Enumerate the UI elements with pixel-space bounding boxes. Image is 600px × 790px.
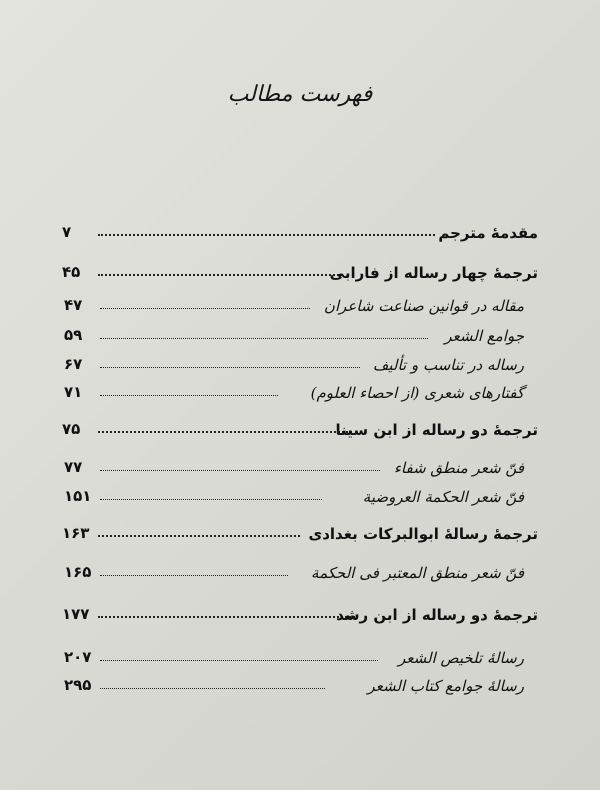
- toc-entry-ibn-sina-1: [0, 451, 600, 477]
- toc-page-number: ۵۹: [64, 326, 83, 344]
- toc-page-number: ۲۰۷: [64, 648, 92, 666]
- dot-leader: [100, 688, 325, 689]
- toc-entry-label: رسالهٔ جوامع کتاب الشعر: [367, 677, 524, 695]
- toc-entry-ibn-sina-2: [0, 480, 600, 506]
- page-title: فهرست مطالب: [227, 82, 373, 107]
- toc-entry-farabi-2: [0, 319, 600, 345]
- dot-leader: [98, 234, 435, 236]
- toc-page-number: ۱۵۱: [64, 487, 92, 505]
- dot-leader: [98, 535, 300, 537]
- toc-entry-farabi-section: [0, 256, 600, 282]
- toc-entry-ibn-rushd-section: [0, 598, 600, 624]
- dot-leader: [100, 338, 428, 339]
- toc-entry-ibn-rushd-1: [0, 641, 600, 667]
- dot-leader: [100, 308, 310, 309]
- toc-entry-ibn-rushd-2: [0, 669, 600, 695]
- toc-entry-label: ترجمهٔ رسالهٔ ابوالبرکات بغدادی: [308, 525, 538, 543]
- toc-entry-farabi-4: [0, 376, 600, 402]
- dot-leader: [100, 499, 322, 500]
- dot-leader: [98, 274, 342, 276]
- toc-page-number: ۱۶۵: [64, 563, 92, 581]
- toc-entry-label: مقدمهٔ مترجم: [438, 224, 538, 242]
- toc-entry-label: گفتارهای شعری (از احصاء العلوم): [310, 384, 524, 402]
- toc-entry-label: فنّ شعر الحکمة العروضیة: [362, 488, 524, 506]
- toc-page-number: ۱۶۳: [62, 524, 90, 542]
- toc-entry-label: رسالهٔ تلخیص الشعر: [398, 649, 524, 667]
- toc-page-number: ۷۵: [62, 420, 81, 438]
- toc-entry-farabi-3: [0, 348, 600, 374]
- dot-leader: [98, 616, 355, 618]
- toc-entry-translator-intro: [0, 216, 600, 242]
- toc-entry-label: مقاله در قوانین صناعت شاعران: [323, 297, 524, 315]
- toc-entry-label: رساله در تناسب و تألیف: [372, 356, 524, 374]
- toc-page-number: ۱۷۷: [62, 605, 90, 623]
- toc-entry-label: فنّ شعر منطق المعتبر فی الحکمة: [311, 564, 524, 582]
- toc-page-number: ۴۷: [64, 296, 83, 314]
- toc-page-number: ۷۷: [64, 458, 83, 476]
- toc-entry-label: ترجمهٔ دو رساله از ابن سینا: [335, 421, 538, 439]
- toc-page-number: ۶۷: [64, 355, 83, 373]
- dot-leader: [98, 431, 352, 433]
- dot-leader: [100, 660, 378, 661]
- dot-leader: [100, 470, 380, 471]
- toc-entry-label: جوامع الشعر: [444, 327, 524, 345]
- dot-leader: [100, 395, 278, 396]
- dot-leader: [100, 575, 288, 576]
- toc-entry-baghdadi-1: [0, 556, 600, 582]
- toc-page-number: ۲۹۵: [64, 676, 92, 694]
- toc-entry-label: ترجمهٔ دو رساله از ابن رشد: [336, 606, 538, 624]
- toc-page-number: ۴۵: [62, 263, 81, 281]
- toc-entry-ibn-sina-section: [0, 413, 600, 439]
- toc-entry-farabi-1: [0, 289, 600, 315]
- toc-page-number: ۷۱: [64, 383, 83, 401]
- toc-entry-baghdadi-section: [0, 517, 600, 543]
- toc-entry-label: ترجمهٔ چهار رساله از فارابی: [329, 264, 538, 282]
- toc-page-number: ۷: [62, 223, 72, 241]
- dot-leader: [100, 367, 360, 368]
- toc-entry-label: فنّ شعر منطق شفاء: [393, 459, 524, 477]
